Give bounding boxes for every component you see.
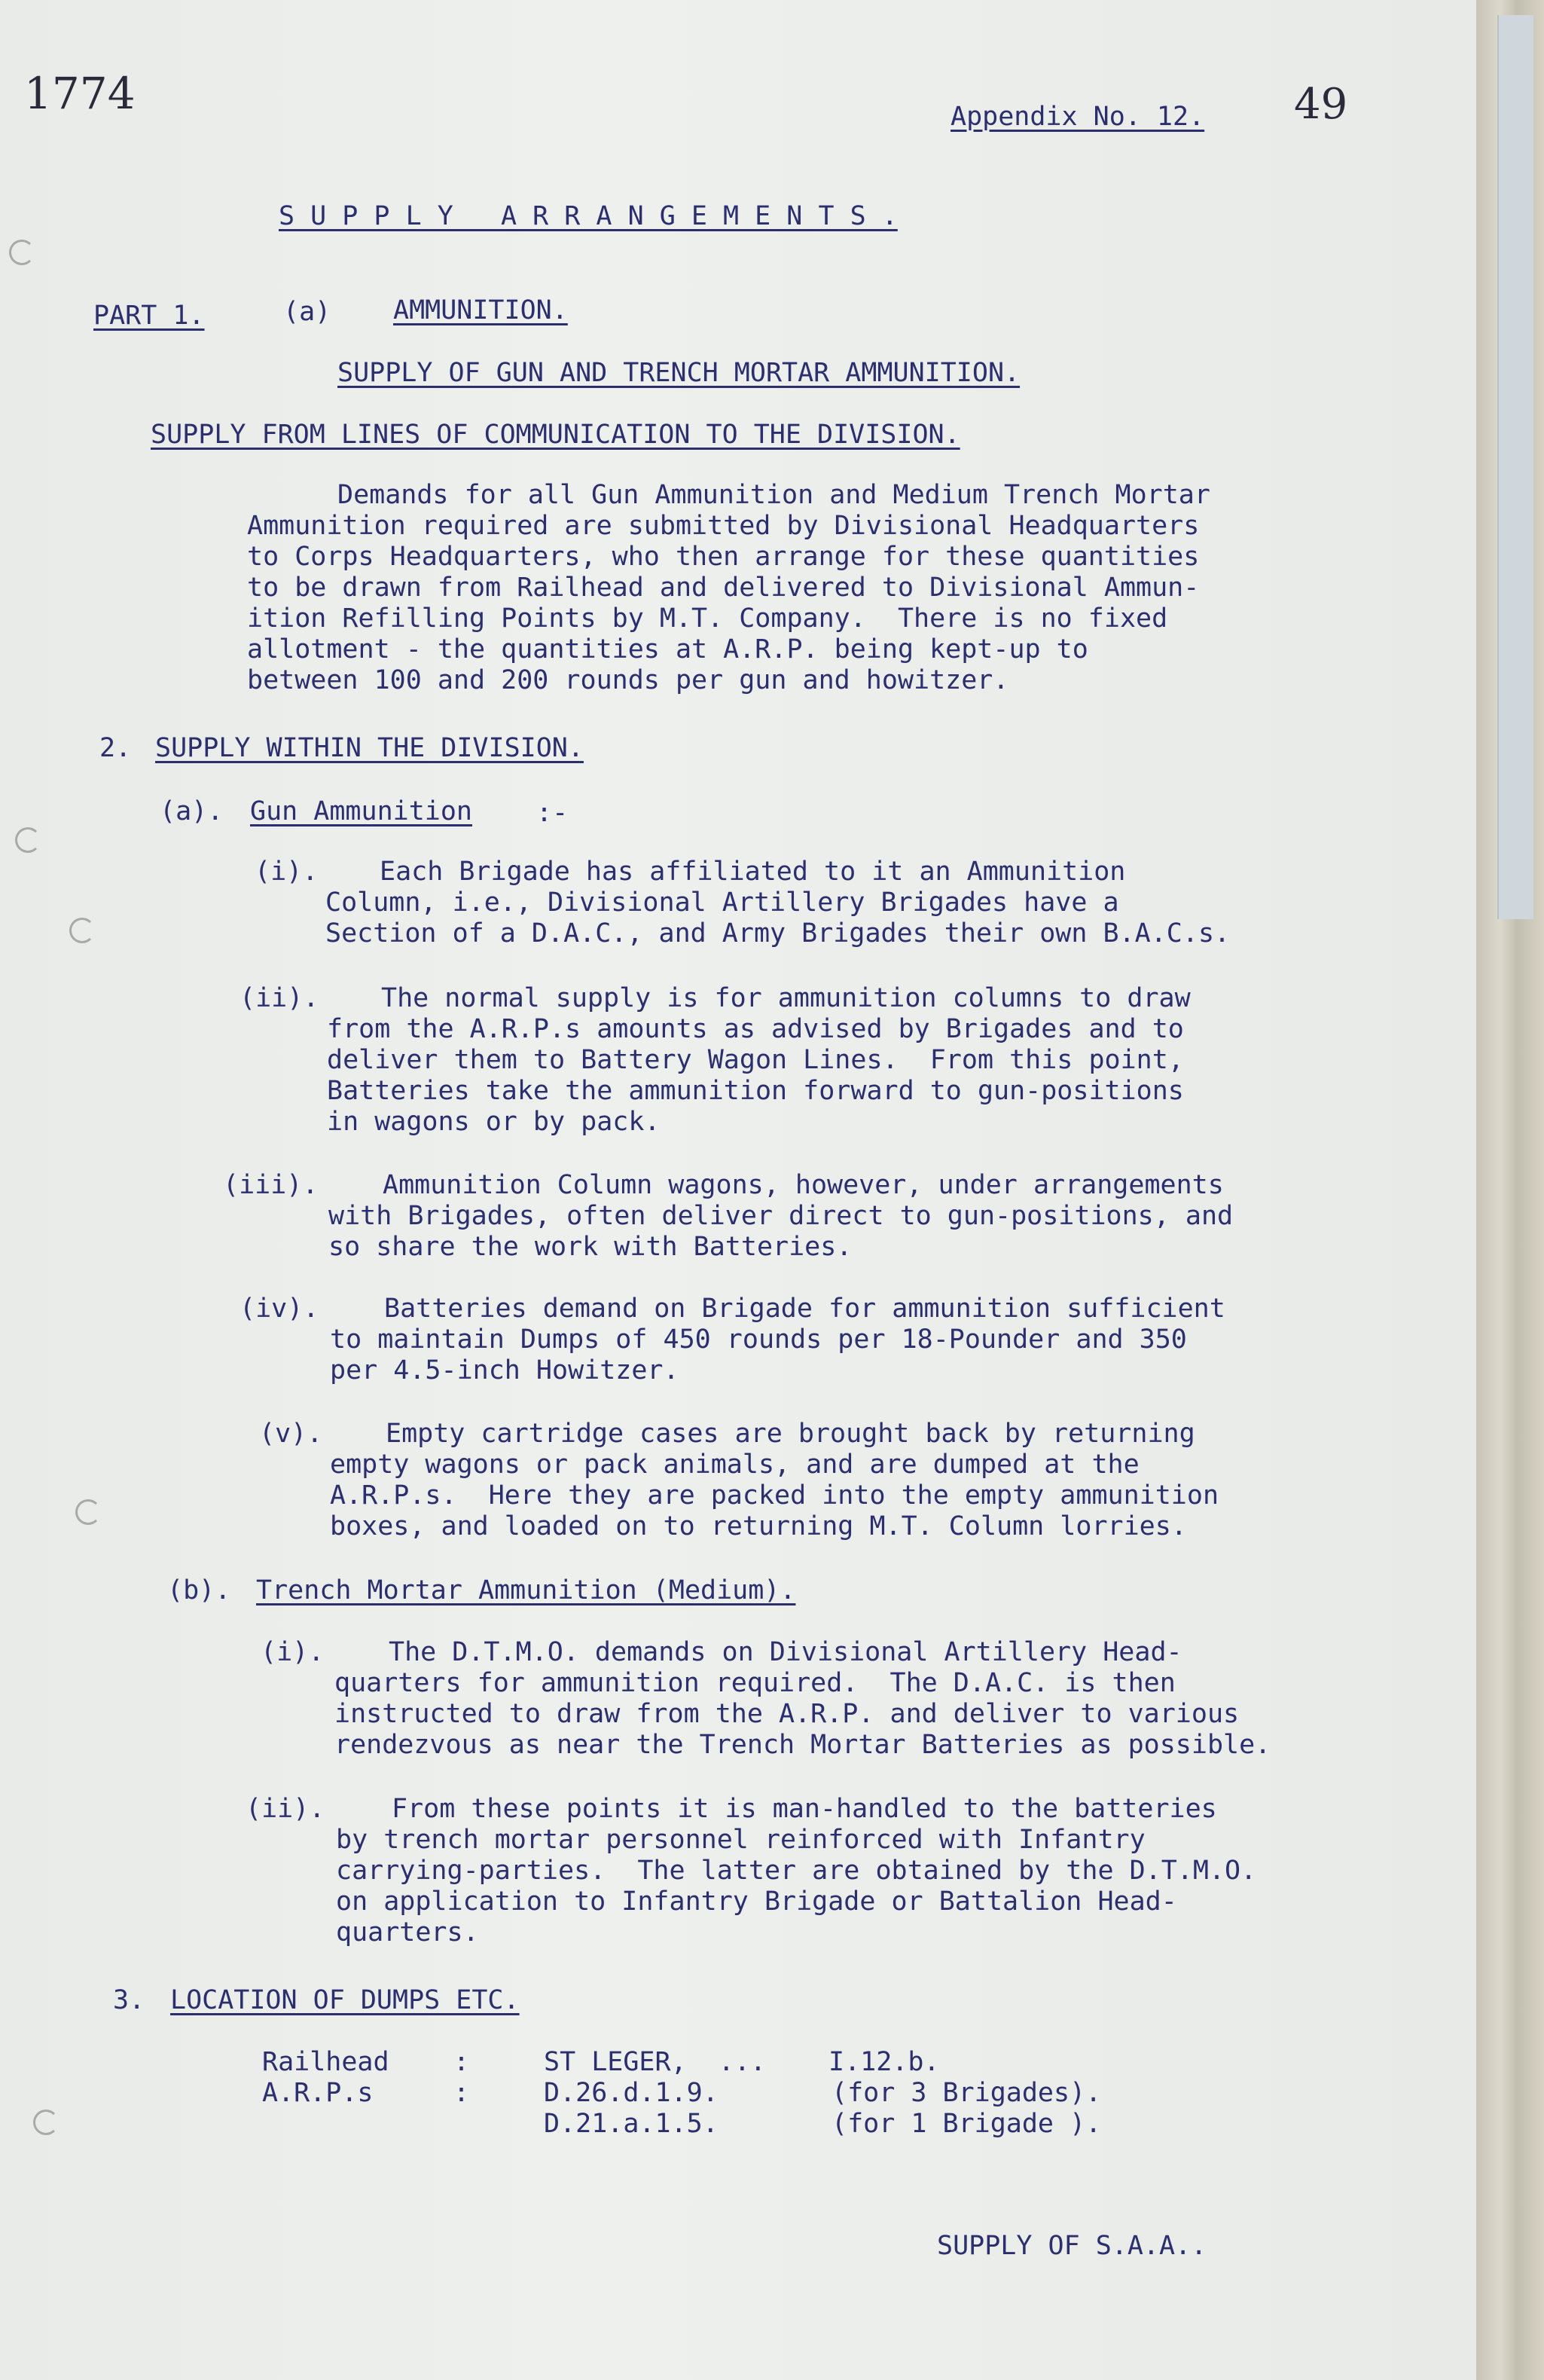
location-ref: (for 1 Brigade ). xyxy=(832,2109,1102,2139)
item-number: (ii). xyxy=(246,1794,325,1824)
text-line: allotment - the quantities at A.R.P. being kept-up to xyxy=(247,634,1088,665)
text-line: so share the work with Batteries. xyxy=(328,1232,853,1262)
location-sep: : xyxy=(453,2078,470,2108)
section3-heading: LOCATION OF DUMPS ETC. xyxy=(170,1985,520,2015)
item-number: (iii). xyxy=(223,1170,319,1200)
text-line: by trench mortar personnel reinforced with Infantry xyxy=(336,1825,1146,1855)
text-line: Demands for all Gun Ammunition and Medium Trench Mortar xyxy=(337,480,1210,510)
sub-a-label: (a). xyxy=(160,796,224,826)
text-line: from the A.R.P.s amounts as advised by Brigades and to xyxy=(327,1014,1184,1044)
location-place: D.21.a.1.5. xyxy=(544,2109,719,2139)
section1-heading: SUPPLY FROM LINES OF COMMUNICATION TO THE DIVISION. xyxy=(151,420,960,450)
punch-hole xyxy=(75,1499,101,1525)
subtitle: SUPPLY OF GUN AND TRENCH MORTAR AMMUNITION. xyxy=(337,358,1021,388)
appendix-label: Appendix No. 12. xyxy=(951,102,1205,132)
part-label: PART 1. xyxy=(93,301,205,331)
item-number: (i). xyxy=(261,1637,325,1667)
text-line: per 4.5-inch Howitzer. xyxy=(330,1355,679,1386)
text-line: to Corps Headquarters, who then arrange for these quantities xyxy=(247,542,1200,572)
text-line: Column, i.e., Divisional Artillery Brigades have a xyxy=(325,888,1119,918)
punch-hole xyxy=(69,918,95,943)
item-number: (i). xyxy=(255,857,319,887)
text-line: Empty cartridge cases are brought back by returning xyxy=(386,1419,1195,1449)
sub-b-heading: Trench Mortar Ammunition (Medium). xyxy=(256,1575,796,1606)
section2-number: 2. xyxy=(99,733,132,763)
document-title: S U P P L Y A R R A N G E M E N T S . xyxy=(279,201,898,231)
sub-a-heading: Gun Ammunition xyxy=(250,796,473,826)
location-place: D.26.d.1.9. xyxy=(544,2078,719,2108)
file-tab xyxy=(1497,15,1533,919)
text-line: Section of a D.A.C., and Army Brigades their own B.A.C.s. xyxy=(325,918,1231,949)
text-line: Ammunition required are submitted by Divisional Headquarters xyxy=(247,511,1200,541)
text-line: ition Refilling Points by M.T. Company. There is no fixed xyxy=(247,603,1168,634)
text-line: quarters. xyxy=(336,1917,479,1948)
part-heading: AMMUNITION. xyxy=(393,295,568,325)
text-line: deliver them to Battery Wagon Lines. From this point, xyxy=(327,1045,1184,1075)
text-line: instructed to draw from the A.R.P. and deliver to various xyxy=(334,1699,1240,1729)
text-line: Batteries demand on Brigade for ammunition sufficient xyxy=(384,1294,1225,1324)
location-place: ST LEGER, ... xyxy=(544,2047,767,2077)
text-line: The D.T.M.O. demands on Divisional Artillery Head- xyxy=(389,1637,1182,1667)
text-line: to maintain Dumps of 450 rounds per 18-Pounder and 350 xyxy=(330,1324,1187,1355)
text-line: The normal supply is for ammunition columns to draw xyxy=(381,983,1191,1013)
section3-number: 3. xyxy=(113,1985,145,2015)
text-line: Batteries take the ammunition forward to gun-positions xyxy=(327,1076,1184,1106)
text-line: with Brigades, often deliver direct to gun-positions, and xyxy=(328,1201,1234,1231)
text-line: carrying-parties. The latter are obtained by the D.T.M.O. xyxy=(336,1856,1257,1886)
text-line: boxes, and loaded on to returning M.T. Column lorries. xyxy=(330,1511,1187,1541)
text-line: From these points it is man-handled to the batteries xyxy=(392,1794,1217,1824)
part-sub: (a) xyxy=(283,297,331,327)
item-number: (v). xyxy=(259,1419,323,1449)
location-ref: I.12.b. xyxy=(828,2047,940,2077)
location-sep: : xyxy=(453,2047,470,2077)
text-line: quarters for ammunition required. The D.A.C. is then xyxy=(334,1668,1176,1698)
item-number: (iv). xyxy=(240,1294,319,1324)
location-label: A.R.P.s xyxy=(262,2078,374,2108)
footer-catchword: SUPPLY OF S.A.A.. xyxy=(937,2231,1207,2261)
text-line: in wagons or by pack. xyxy=(327,1107,661,1137)
punch-hole xyxy=(15,827,41,853)
text-line: empty wagons or pack animals, and are dumped at the xyxy=(330,1450,1140,1480)
sub-a-suffix: :- xyxy=(536,798,569,828)
punch-hole xyxy=(33,2110,59,2135)
page-number: 49 xyxy=(1294,80,1348,129)
text-line: rendezvous as near the Trench Mortar Batteries as possible. xyxy=(334,1730,1271,1760)
text-line: on application to Infantry Brigade or Battalion Head- xyxy=(336,1887,1177,1917)
text-line: Ammunition Column wagons, however, under arrangements xyxy=(383,1170,1224,1200)
sub-b-label: (b). xyxy=(167,1575,231,1606)
file-edge xyxy=(1476,0,1544,2380)
text-line: Each Brigade has affiliated to it an Ammunition xyxy=(380,857,1126,887)
location-ref: (for 3 Brigades). xyxy=(832,2078,1102,2108)
punch-hole xyxy=(9,240,35,265)
text-line: to be drawn from Railhead and delivered to Divisional Ammun- xyxy=(247,573,1200,603)
section2-heading: SUPPLY WITHIN THE DIVISION. xyxy=(155,733,584,763)
location-label: Railhead xyxy=(262,2047,389,2077)
folio-number: 1774 xyxy=(24,68,136,119)
text-line: between 100 and 200 rounds per gun and howitzer. xyxy=(247,665,1009,695)
text-line: A.R.P.s. Here they are packed into the empty ammunition xyxy=(330,1480,1219,1511)
item-number: (ii). xyxy=(240,983,319,1013)
